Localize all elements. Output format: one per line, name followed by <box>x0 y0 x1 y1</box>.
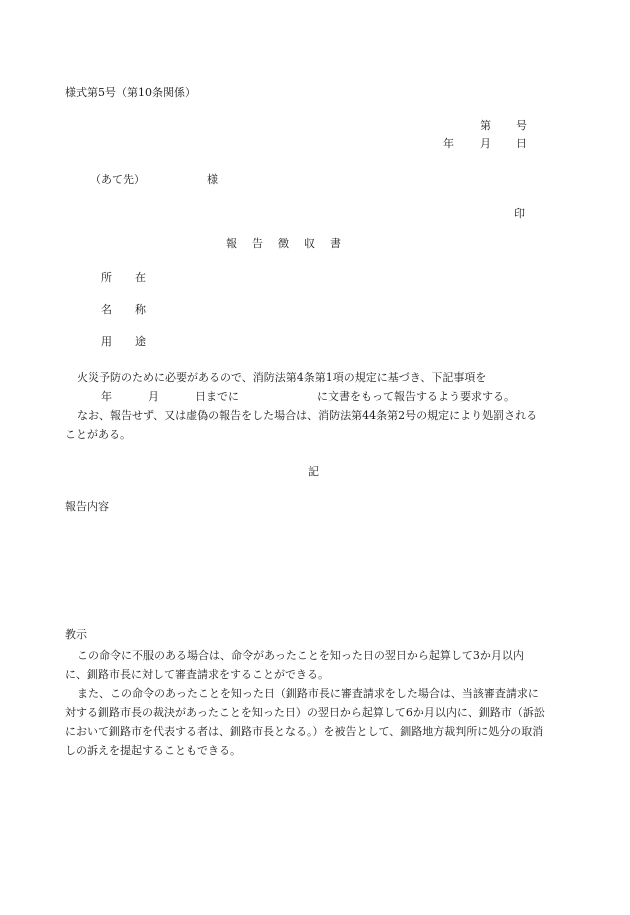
request-year: 年 <box>101 390 112 403</box>
request-day-until: 日までに <box>195 390 239 403</box>
ki-mark: 記 <box>308 465 319 478</box>
request-rest: に文書をもって報告するよう要求する。 <box>317 390 515 403</box>
notice-paragraph-1: この命令に不服のある場合は、命令があったことを知った日の翌日から起算して3か月以内に、釧路市長に対して審査請求をすることができる。 <box>65 649 524 681</box>
date-day: 日 <box>516 137 527 150</box>
date-year: 年 <box>443 137 454 150</box>
notice-body <box>65 646 545 760</box>
form-number: 様式第5号（第10条関係） <box>65 86 196 99</box>
document-title: 報 告 徴 収 書 <box>226 237 343 250</box>
addressee-honorific: 様 <box>207 173 218 186</box>
request-month: 月 <box>148 390 159 403</box>
field-use-label: 用 途 <box>101 335 152 348</box>
request-line-1: 火災予防のために必要があるので、消防法第4条第1項の規定に基づき、下記事項を <box>77 371 487 384</box>
addressee-label: （あて先） <box>90 173 145 186</box>
seal-mark: 印 <box>514 207 525 220</box>
date-month: 月 <box>480 137 491 150</box>
request-line-3: なお、報告せず、又は虚偽の報告をした場合は、消防法第44条第2号の規定により処罰されることがある。 <box>65 409 538 441</box>
doc-number-dai: 第 <box>480 119 491 132</box>
field-name-label: 名 称 <box>101 303 152 316</box>
notice-heading: 教示 <box>65 628 87 641</box>
request-paragraph <box>65 368 545 444</box>
notice-paragraph-2: また、この命令のあったことを知った日（釧路市長に審査請求をした場合は、当該審査請求に対する釧路市長の裁決があったことを知った日）の翌日から起算して6か月以内に、釧路市（訴訟において釧路市を代表する者は、釧路市長となる。）を被告として、釧路地方裁判所に処分の取消しの訴えを提起することもできる。 <box>65 687 545 757</box>
report-contents-label: 報告内容 <box>65 500 109 513</box>
field-location-label: 所 在 <box>101 271 152 284</box>
doc-number-go: 号 <box>516 119 527 132</box>
request-line-2 <box>65 387 545 406</box>
